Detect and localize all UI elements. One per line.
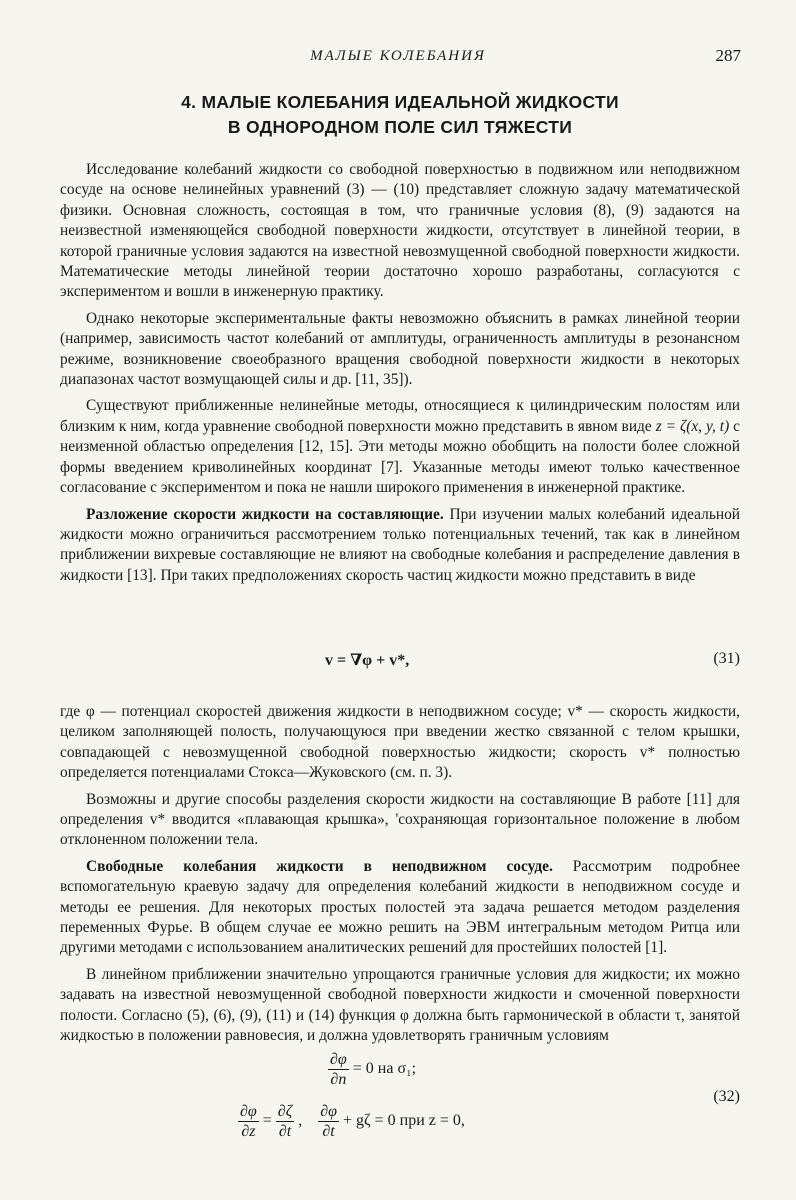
body-text-block-2 bbox=[60, 702, 740, 1053]
equation-32-line-2: $\frac{\partial\varphi}{\partial z}$ = $\frac{\partial\zeta}{\partial t}$ , $\frac{\partial\varphi}{\partial t}$ + gζ = 0 при z = 0, bbox=[240, 1103, 465, 1140]
section-title-line-1: 4. МАЛЫЕ КОЛЕБАНИЯ ИДЕАЛЬНОЙ ЖИДКОСТИ bbox=[181, 92, 619, 112]
section-title bbox=[80, 90, 720, 140]
p4-body: При изучении малых колебаний идеальной жидкости можно ограничиться рассмотрением только потенциальных течений, так как в линейном приближении вихревые составляющие не влияют на свободные колебания и распределение давления в жидкости [13]. При таких предположениях скорость частиц жидкости можно представить в виде bbox=[60, 505, 741, 584]
paragraph-nonlinear-facts: Однако некоторые экспериментальные факты невозможно объяснить в рамках линейной теории (например, зависимость частот колебаний от амплитуды, ограниченность амплитуды в резонансном режиме, возникновение своеобразного вращения свободной поверхности жидкости в некоторых диапазонах частот возмущающей силы и др. [11, 35]). bbox=[60, 309, 740, 389]
paragraph-other-methods: Возможны и другие способы разделения скорости жидкости на составляющие В работе [11] для определения v* вводится «плавающая крышка», 'сохраняющая горизонтальное положение в любом отклоненном положении тела. bbox=[60, 790, 740, 849]
fraction-dphi-dn: $\frac{\partial\varphi}{\partial n}$ bbox=[330, 1051, 347, 1088]
equation-31-number: (31) bbox=[713, 650, 740, 667]
paragraph-potential-definition: где φ — потенциал скоростей движения жидкости в неподвижном сосуде; v* — скорость жидкости, целиком заполняющей полость, получающуюся при введении жестко связанной с телом крышки, совпадающей с невозмущенной свободной поверхностью жидкости; скорость v* полностью определяется потенциалами Стокса—Жуковского (см. п. 3). bbox=[60, 703, 740, 782]
equals-sign: = bbox=[262, 1112, 272, 1130]
equation-31-body: v = ∇φ + v*, bbox=[325, 652, 410, 669]
equation-32-number: (32) bbox=[713, 1088, 740, 1105]
equation-31 bbox=[60, 650, 740, 674]
run-in-heading-velocity: Разложение скорости жидкости на составляющие. bbox=[86, 505, 444, 523]
fraction-dzeta-dt: $\frac{\partial\zeta}{\partial t}$ bbox=[277, 1103, 293, 1140]
fraction-dphi-dz: $\frac{\partial\varphi}{\partial z}$ bbox=[240, 1103, 257, 1140]
p3-text-b: с неизменной областью определения [12, 15]. Эти методы можно обобщить на полости более сложной формы введением криволинейных координат [7]. Указанные методы имеют только качественное согласование с экспериментом и пока не нашли широкого применения в инженерной практике. bbox=[60, 417, 741, 497]
p7-body: Рассмотрим подробнее вспомогательную краевую задачу для определения колебаний жидкости в неподвижном сосуде и методы ее решения. Для некоторых простых полостей эта задача решается методом разделения переменных Фурье. В общем случае ее можно решить на ЭВМ интегральным методом Ритца или другими методами с использованием аналитических решений для простейших полостей [1]. bbox=[60, 857, 740, 957]
p3-text-a: Существуют приближенные нелинейные методы, относящиеся к цилиндрическим полостям или близким к ним, когда уравнение свободной поверхности можно представить в явном виде bbox=[60, 397, 740, 435]
running-head: МАЛЫЕ КОЛЕБАНИЯ bbox=[310, 48, 486, 64]
equation-32 bbox=[60, 1050, 740, 1160]
fraction-dphi-dt: $\frac{\partial\varphi}{\partial t}$ bbox=[320, 1103, 337, 1140]
run-in-heading-free-oscillations: Свободные колебания жидкости в неподвижном сосуде. bbox=[86, 857, 553, 875]
paragraph-linear-approximation: В линейном приближении значительно упрощаются граничные условия для жидкости; их можно задавать на известной невозмущенной свободной поверхности жидкости и смоченной поверхности полости. Согласно (5), (6), (9), (11) и (14) функция φ должна быть гармонической в области τ, занятой жидкостью в положении равновесия, и должна удовлетворять граничным условиям bbox=[60, 965, 740, 1045]
paragraph-velocity-decomposition bbox=[60, 505, 740, 587]
equation-32-line-2-tail: + gζ = 0 при z = 0, bbox=[342, 1112, 465, 1130]
paragraph-approx-methods bbox=[60, 396, 740, 498]
paragraph-free-oscillations bbox=[60, 857, 740, 959]
page-number: 287 bbox=[715, 46, 741, 65]
equation-32-line-1-tail: = 0 на σ₁; bbox=[352, 1060, 417, 1078]
equation-32-line-1 bbox=[328, 1050, 416, 1089]
body-text-block-1 bbox=[60, 160, 740, 592]
inline-formula: z = ζ(x, y, t) bbox=[655, 417, 730, 435]
section-title-line-2: В ОДНОРОДНОМ ПОЛЕ СИЛ ТЯЖЕСТИ bbox=[227, 117, 573, 137]
paragraph-intro: Исследование колебаний жидкости со свободной поверхностью в подвижном или неподвижном сосуде на основе нелинейных уравнений (3) — (10) представляет сложную задачу математической физики. Основная сложность, состоящая в том, что граничные условия (8), (9) задаются на неизвестной изменяющейся свободной поверхности жидкости, отсутствует в линейной теории, в которой граничные условия задаются на известной невозмущенной свободной поверхности жидкости. Математические методы линейной теории достаточно хорошо разработаны, согласуются с экспериментом и вошли в инженерную практику. bbox=[60, 161, 740, 301]
